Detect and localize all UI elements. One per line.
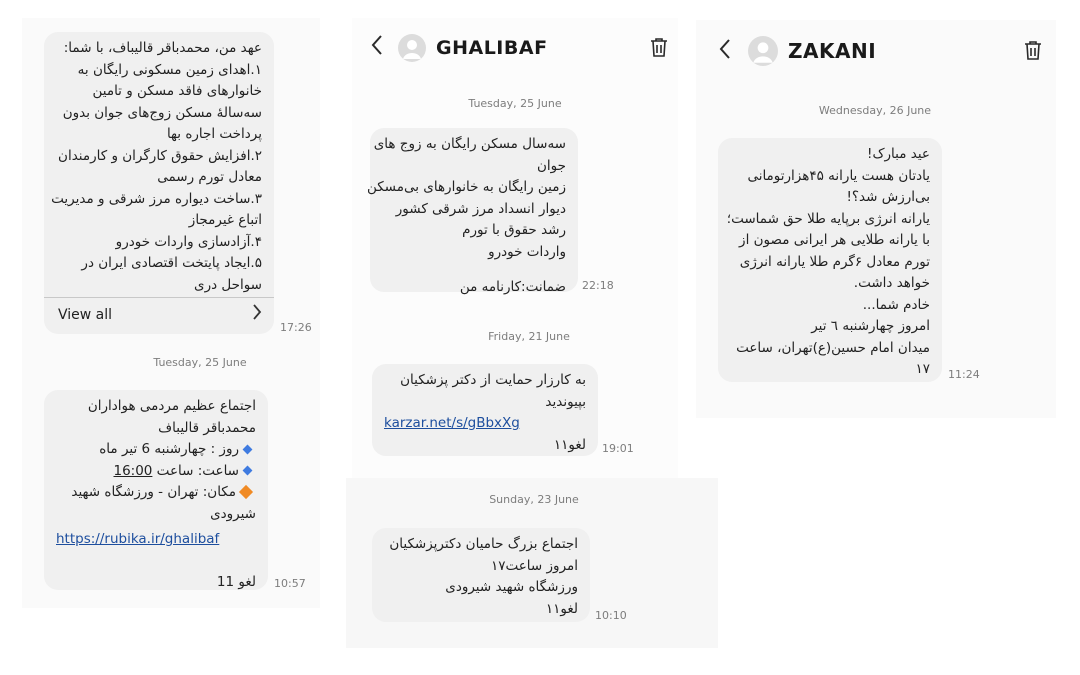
message-line: ضمانت:کارنامه من: [459, 279, 566, 295]
message-line: خادم شما...: [862, 296, 930, 313]
chevron-left-icon[interactable]: [370, 34, 384, 61]
promise-message-bubble[interactable]: [44, 32, 274, 334]
message-time: 10:57: [274, 577, 306, 590]
message-line: واردات خودرو: [488, 243, 566, 260]
message-line: خانوارهای فاقد مسکن و تامین: [92, 83, 262, 99]
message-line: سواحل دری: [194, 276, 262, 293]
message-line: اجتماع عظیم مردمی هواداران: [87, 398, 256, 414]
cancel-code: لغو 11: [216, 573, 256, 590]
contact-name: ZAKANI: [788, 39, 877, 63]
date-separator: Tuesday, 25 June: [468, 97, 562, 110]
date-separator: Friday, 21 June: [488, 330, 570, 343]
message-line: ۵.ایجاد پایتخت اقتصادی ایران در: [81, 255, 262, 271]
message-line: امروز ساعت۱۷: [490, 557, 578, 574]
message-line: یارانه انرژی برپایه طلا حق شماست؛: [726, 210, 930, 227]
blue-diamond-icon: [243, 444, 253, 454]
blue-diamond-icon: [243, 466, 253, 476]
message-line: اتباع غیرمجاز: [188, 212, 262, 228]
message-line: محمدباقر قالیباف: [158, 419, 256, 436]
message-line: مکان: تهران - ورزشگاه شهید: [56, 482, 256, 504]
message-line: ۱.اهدای زمین مسکونی رایگان به: [77, 61, 262, 78]
message-line: یادتان هست یارانه ۴۵هزارتومانی: [747, 167, 930, 184]
message-time: 11:24: [948, 368, 980, 381]
date-separator: Sunday, 23 June: [489, 493, 579, 506]
message-line: خواهد داشت.: [853, 275, 930, 291]
message-line: رشد حقوق با تورم: [462, 222, 566, 238]
message-time: 19:01: [602, 442, 634, 455]
trash-icon[interactable]: [650, 37, 668, 61]
message-line: ۳.ساخت دیواره مرز شرقی و مدیریت: [51, 190, 262, 207]
message-line: سه‌سال مسکن رایگان به زوج های: [373, 136, 566, 152]
person-avatar-icon[interactable]: [398, 34, 426, 62]
trash-icon[interactable]: [1024, 40, 1042, 64]
message-line: میدان امام حسین(ع)تهران، ساعت: [736, 339, 930, 356]
message-line: ۱۷: [915, 361, 930, 377]
message-line: پرداخت اجاره بها: [166, 126, 262, 142]
person-avatar-icon[interactable]: [748, 36, 778, 66]
message-line: بی‌ارزش شد؟!: [846, 189, 930, 205]
karzar-message-bubble[interactable]: [372, 364, 598, 456]
karzar-link[interactable]: karzar.net/s/gBbxXg: [384, 415, 520, 431]
message-line: بپیوندید: [545, 393, 586, 410]
orange-diamond-icon: [239, 485, 253, 499]
message-line: عهد من، محمدباقر قالیباف، با شما:: [63, 40, 262, 56]
message-time: 17:26: [280, 321, 312, 334]
message-line: عید مبارک!: [867, 146, 930, 162]
contact-name: GHALIBAF: [436, 37, 548, 59]
message-line: تورم معادل ۶گرم طلا یارانه انرژی: [739, 253, 930, 270]
message-line: با یارانه طلایی هر ایرانی مصون از: [739, 232, 930, 248]
message-time: 22:18: [582, 279, 614, 292]
message-line: ۲.افزایش حقوق کارگران و کارمندان: [58, 147, 262, 164]
message-line: اجتماع بزرگ حامیان دکترپزشکیان: [389, 536, 578, 552]
message-line: لغو۱۱: [545, 600, 578, 617]
message-line: امروز چهارشنبه ٦ تیر: [811, 318, 930, 334]
rally-message-bubble[interactable]: [44, 390, 268, 590]
message-line: جوان: [537, 157, 566, 174]
message-time: 10:10: [595, 609, 627, 622]
message-line: ورزشگاه شهید شیرودی: [445, 579, 578, 595]
message-line: شیرودی: [210, 505, 256, 522]
rubika-link[interactable]: https://rubika.ir/ghalibaf: [56, 531, 220, 547]
promise-summary-bubble[interactable]: [366, 128, 578, 295]
chevron-left-icon[interactable]: [718, 38, 732, 65]
message-line: معادل تورم رسمی: [157, 169, 262, 185]
zakani-message-bubble[interactable]: [718, 138, 942, 382]
message-line: دیوار انسداد مرز شرقی کشور: [395, 200, 566, 217]
message-line: به کارزار حمایت از دکتر پزشکیان: [400, 372, 586, 388]
pezeshkian-rally-bubble[interactable]: [372, 528, 590, 622]
message-line: زمین رایگان به خانوارهای بی‌مسکن: [366, 179, 566, 195]
date-separator: Tuesday, 25 June: [153, 356, 247, 369]
view-all-button[interactable]: [44, 297, 274, 334]
message-line: ساعت: ساعت 16:00: [56, 461, 256, 483]
message-line: روز : چهارشنبه 6 تیر ماه: [56, 439, 256, 461]
cancel-code: لغو۱۱: [553, 436, 586, 453]
chevron-right-icon: [252, 304, 262, 328]
date-separator: Wednesday, 26 June: [818, 104, 932, 117]
view-all-label: View all: [58, 307, 113, 324]
message-line: سه‌سالهٔ مسکن زوج‌های جوان بدون: [62, 104, 262, 121]
message-line: ۴.آزادسازی واردات خودرو: [115, 233, 262, 250]
